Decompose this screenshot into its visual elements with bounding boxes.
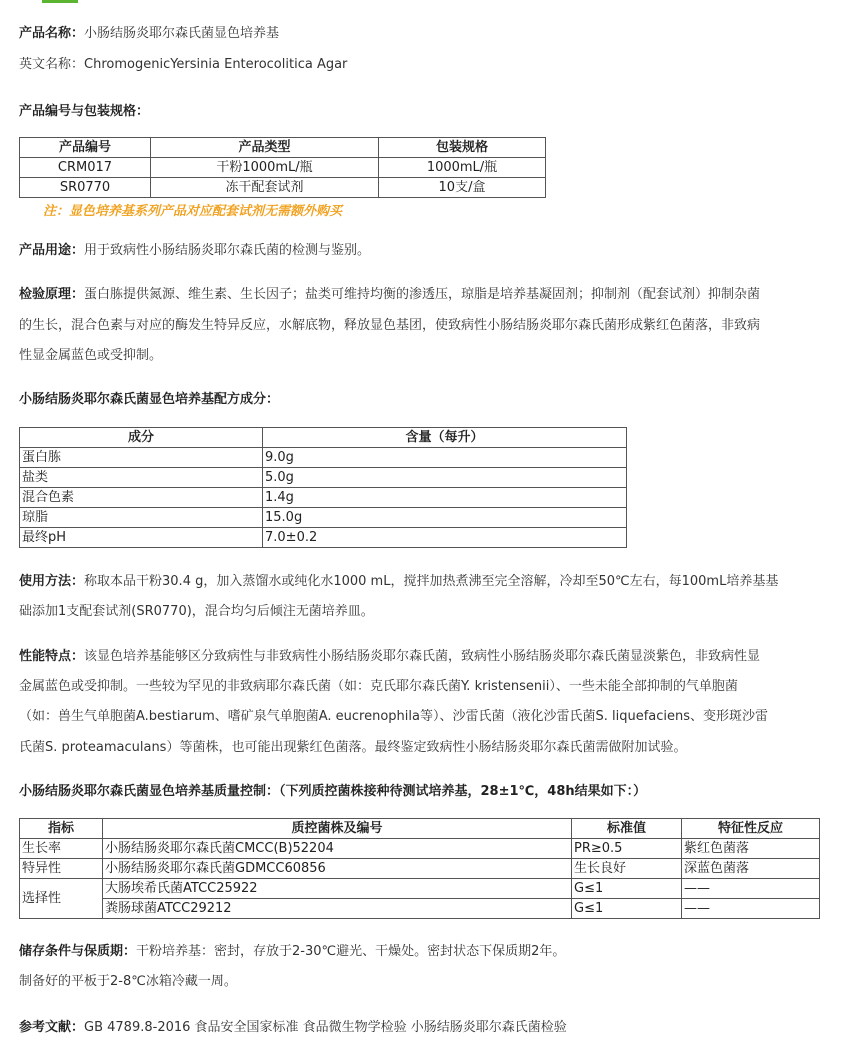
table-cell: CRM017 xyxy=(20,158,151,178)
table-row xyxy=(20,528,627,548)
qc-subheading: （下列质控菌株接种待测试培养基，28±1℃，48h结果如下：） xyxy=(279,784,647,799)
english-name-value: ChromogenicYersinia Enterocolitica Agar xyxy=(84,57,348,72)
table-cell: SR0770 xyxy=(20,178,151,198)
table-row xyxy=(20,178,546,198)
storage-line-1 xyxy=(19,940,565,959)
qc-col-header: 质控菌株及编号 xyxy=(103,819,572,839)
table-cell: 粪肠球菌ATCC29212 xyxy=(103,899,572,919)
reference-label: 参考文献： xyxy=(19,1020,85,1035)
storage-label: 储存条件与保质期： xyxy=(19,944,137,959)
packaging-col-header: 包装规格 xyxy=(379,138,546,158)
table-cell: —— xyxy=(682,879,820,899)
reference-text: GB 4789.8-2016 食品安全国家标准 食品微生物学检验 小肠结肠炎耶尔森氏菌检验 xyxy=(84,1020,567,1035)
method-text: 称取本品干粉30.4 g，加入蒸馏水或纯化水1000 mL，搅拌加热煮沸至完全溶解，冷却至50℃左右，每100mL培养基基 xyxy=(84,574,779,589)
table-cell: 最终pH xyxy=(20,528,263,548)
table-cell: 蛋白胨 xyxy=(20,448,263,468)
table-cell: 紫红色菌落 xyxy=(682,839,820,859)
packaging-note: 注：显色培养基系列产品对应配套试剂无需额外购买 xyxy=(43,204,343,219)
table-cell: 生长率 xyxy=(20,839,103,859)
table-cell: 盐类 xyxy=(20,468,263,488)
storage-line-2: 制备好的平板于2-8℃冰箱冷藏一周。 xyxy=(19,974,237,989)
reference-line xyxy=(19,1016,567,1035)
principle-line-2: 的生长，混合色素与对应的酶发生特异反应，水解底物，释放显色基团，使致病性小肠结肠炎耶尔森氏菌形成紫红色菌落，非致病 xyxy=(19,318,761,333)
english-name-label: 英文名称： xyxy=(19,57,85,72)
packaging-table-header xyxy=(20,138,546,158)
table-cell: 生长良好 xyxy=(572,859,682,879)
features-line-3: （如：兽生气单胞菌A.bestiarum、嗜矿泉气单胞菌A. eucrenophila等）、沙雷氏菌（液化沙雷氏菌S. liquefaciens、变形斑沙雷 xyxy=(19,709,769,724)
product-name-value: 小肠结肠炎耶尔森氏菌显色培养基 xyxy=(84,26,280,41)
table-cell: 小肠结肠炎耶尔森氏菌GDMCC60856 xyxy=(103,859,572,879)
table-row xyxy=(20,468,627,488)
table-cell: 深蓝色菌落 xyxy=(682,859,820,879)
table-row xyxy=(20,508,627,528)
principle-line-1 xyxy=(19,283,760,302)
method-line-1 xyxy=(19,570,778,589)
table-cell: 冻干配套试剂 xyxy=(151,178,379,198)
storage-text: 干粉培养基：密封，存放于2-30℃避光、干燥处。密封状态下保质期2年。 xyxy=(136,944,566,959)
features-line-4: 氏菌S. proteamaculans）等菌株，也可能出现紫红色菌落。最终鉴定致病性小肠结肠炎耶尔森氏菌需做附加试验。 xyxy=(19,740,687,755)
usage-label: 产品用途： xyxy=(19,243,85,258)
table-cell: 琼脂 xyxy=(20,508,263,528)
product-name-line xyxy=(19,22,279,41)
principle-label: 检验原理： xyxy=(19,287,85,302)
principle-text: 蛋白胨提供氮源、维生素、生长因子；盐类可维持均衡的渗透压，琼脂是培养基凝固剂；抑制剂（配套试剂）抑制杂菌 xyxy=(84,287,761,302)
table-cell: 7.0±0.2 xyxy=(263,528,627,548)
table-row xyxy=(20,488,627,508)
table-cell: PR≥0.5 xyxy=(572,839,682,859)
formula-table xyxy=(19,427,627,548)
features-line-2: 金属蓝色或受抑制。一些较为罕见的非致病耶尔森氏菌（如：克氏耶尔森氏菌Y. kristensenii）、一些未能全部抑制的气单胞菌 xyxy=(19,679,738,694)
table-cell: 干粉1000mL/瓶 xyxy=(151,158,379,178)
method-line-2: 础添加1支配套试剂(SR0770)，混合均匀后倾注无菌培养皿。 xyxy=(19,604,374,619)
usage-text: 用于致病性小肠结肠炎耶尔森氏菌的检测与鉴别。 xyxy=(84,243,371,258)
table-cell: 混合色素 xyxy=(20,488,263,508)
formula-col-header: 成分 xyxy=(20,428,263,448)
english-name-line xyxy=(19,53,347,72)
table-cell: G≤1 xyxy=(572,899,682,919)
packaging-col-header: 产品类型 xyxy=(151,138,379,158)
table-cell: 小肠结肠炎耶尔森氏菌CMCC(B)52204 xyxy=(103,839,572,859)
table-cell: 15.0g xyxy=(263,508,627,528)
features-line-1 xyxy=(19,645,760,664)
table-cell: —— xyxy=(682,899,820,919)
qc-heading-line xyxy=(19,780,646,799)
table-row xyxy=(20,158,546,178)
table-cell: 1.4g xyxy=(263,488,627,508)
table-row xyxy=(20,839,820,859)
packaging-table xyxy=(19,137,546,198)
table-cell: 特异性 xyxy=(20,859,103,879)
qc-table-header xyxy=(20,819,820,839)
formula-col-header: 含量（每升） xyxy=(263,428,627,448)
qc-table xyxy=(19,818,820,919)
qc-col-header: 标准值 xyxy=(572,819,682,839)
table-row xyxy=(20,859,820,879)
principle-line-3: 性显金属蓝色或受抑制。 xyxy=(19,348,163,363)
qc-col-header: 特征性反应 xyxy=(682,819,820,839)
qc-heading: 小肠结肠炎耶尔森氏菌显色培养基质量控制： xyxy=(19,784,280,799)
usage-line xyxy=(19,239,370,258)
table-cell: 选择性 xyxy=(20,879,103,919)
features-text: 该显色培养基能够区分致病性与非致病性小肠结肠炎耶尔森氏菌，致病性小肠结肠炎耶尔森氏菌显淡紫色，非致病性显 xyxy=(84,649,761,664)
qc-col-header: 指标 xyxy=(20,819,103,839)
table-row xyxy=(20,879,820,899)
table-cell: 大肠埃希氏菌ATCC25922 xyxy=(103,879,572,899)
table-cell: 1000mL/瓶 xyxy=(379,158,546,178)
features-label: 性能特点： xyxy=(19,649,85,664)
packaging-heading: 产品编号与包装规格： xyxy=(19,104,150,119)
product-name-label: 产品名称： xyxy=(19,26,85,41)
packaging-col-header: 产品编号 xyxy=(20,138,151,158)
table-cell: G≤1 xyxy=(572,879,682,899)
formula-heading: 小肠结肠炎耶尔森氏菌显色培养基配方成分： xyxy=(19,392,280,407)
table-row xyxy=(20,899,820,919)
table-cell: 9.0g xyxy=(263,448,627,468)
table-row xyxy=(20,448,627,468)
formula-table-header xyxy=(20,428,627,448)
table-cell: 10支/盒 xyxy=(379,178,546,198)
table-cell: 5.0g xyxy=(263,468,627,488)
method-label: 使用方法： xyxy=(19,574,85,589)
top-accent-bar xyxy=(42,0,78,3)
